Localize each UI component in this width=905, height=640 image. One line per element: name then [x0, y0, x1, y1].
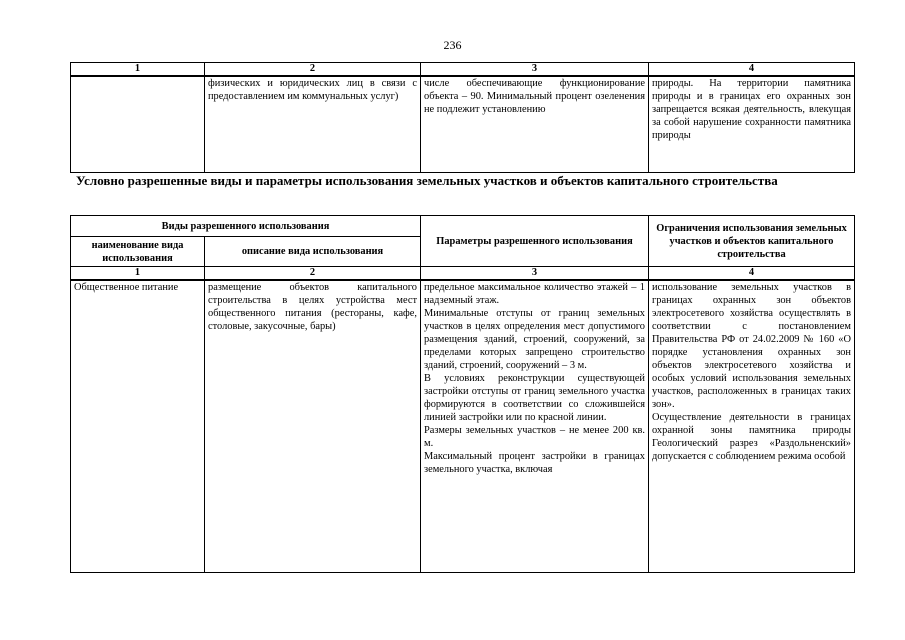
header-parameters: Параметры разрешенного использования	[421, 216, 649, 267]
header-name: наименование вида использования	[71, 237, 205, 267]
column-number-4: 4	[649, 63, 855, 77]
table-row	[71, 76, 855, 172]
restriction-paragraph: Осуществление деятельности в границах охранной зоны памятника природы Геологический разрез «Раздольненский» допускается с соблюдением режима особой	[652, 412, 851, 462]
parameter-paragraph: Максимальный процент застройки в границах земельного участка, включая	[424, 451, 645, 475]
cell-restrictions	[649, 280, 855, 572]
section-title: Условно разрешенные виды и параметры использования земельных участков и объектов капитального строительства	[76, 173, 778, 188]
table-row	[71, 280, 855, 572]
parameter-paragraph: предельное максимальное количество этажей – 1 надземный этаж.	[424, 282, 645, 306]
parameter-paragraph: В условиях реконструкции существующей застройки отступы от границ земельного участка формируются в соответствии со сложившейся линией застройки или по красной линии.	[424, 373, 645, 423]
header-row-group	[71, 216, 855, 237]
column-number-row	[71, 63, 855, 77]
cell-parameters	[421, 280, 649, 572]
header-restrictions: Ограничения использования земельных участков и объектов капитального строительства	[649, 216, 855, 267]
column-number-3: 3	[421, 63, 649, 77]
cell-description: физических и юридических лиц в связи с предоставлением им коммунальных услуг)	[205, 76, 421, 172]
column-number-1: 1	[71, 63, 205, 77]
column-number-3: 3	[421, 267, 649, 281]
column-number-1: 1	[71, 267, 205, 281]
main-table	[70, 215, 855, 573]
column-number-4: 4	[649, 267, 855, 281]
restriction-paragraph: использование земельных участков в границах охранных зон объектов электросетевого хозяйства осуществлять в соответствии с постановлением Правительства РФ от 24.02.2009 № 160 «О порядке установления охранных зон объектов электросетевого хозяйства и особых условий использования земельных участков, расположенных в границах таких зон».	[652, 282, 851, 410]
column-number-2: 2	[205, 267, 421, 281]
column-number-2: 2	[205, 63, 421, 77]
cell-name	[71, 76, 205, 172]
header-group-label: Виды разрешенного использования	[71, 216, 421, 237]
cell-parameters: числе обеспечивающие функционирование объекта – 90. Минимальный процент озеленения не подлежит установлению	[421, 76, 649, 172]
cell-description: размещение объектов капитального строительства в целях устройства мест общественного питания (рестораны, кафе, столовые, закусочные, бары)	[205, 280, 421, 572]
parameter-paragraph: Минимальные отступы от границ земельных участков в целях определения мест допустимого размещения зданий, строений, сооружений, за пределами которых запрещено строительство зданий, строений, сооружений – 3 м.	[424, 308, 645, 371]
page-number: 236	[443, 38, 462, 52]
continuation-table	[70, 62, 855, 173]
cell-name: Общественное питание	[71, 280, 205, 572]
parameter-paragraph: Размеры земельных участков – не менее 200 кв. м.	[424, 425, 645, 449]
column-number-row	[71, 267, 855, 281]
cell-restrictions: природы. На территории памятника природы и в границах его охранных зон запрещается всякая деятельность, влекущая за собой нарушение сохранности памятника природы	[649, 76, 855, 172]
header-description: описание вида использования	[205, 237, 421, 267]
